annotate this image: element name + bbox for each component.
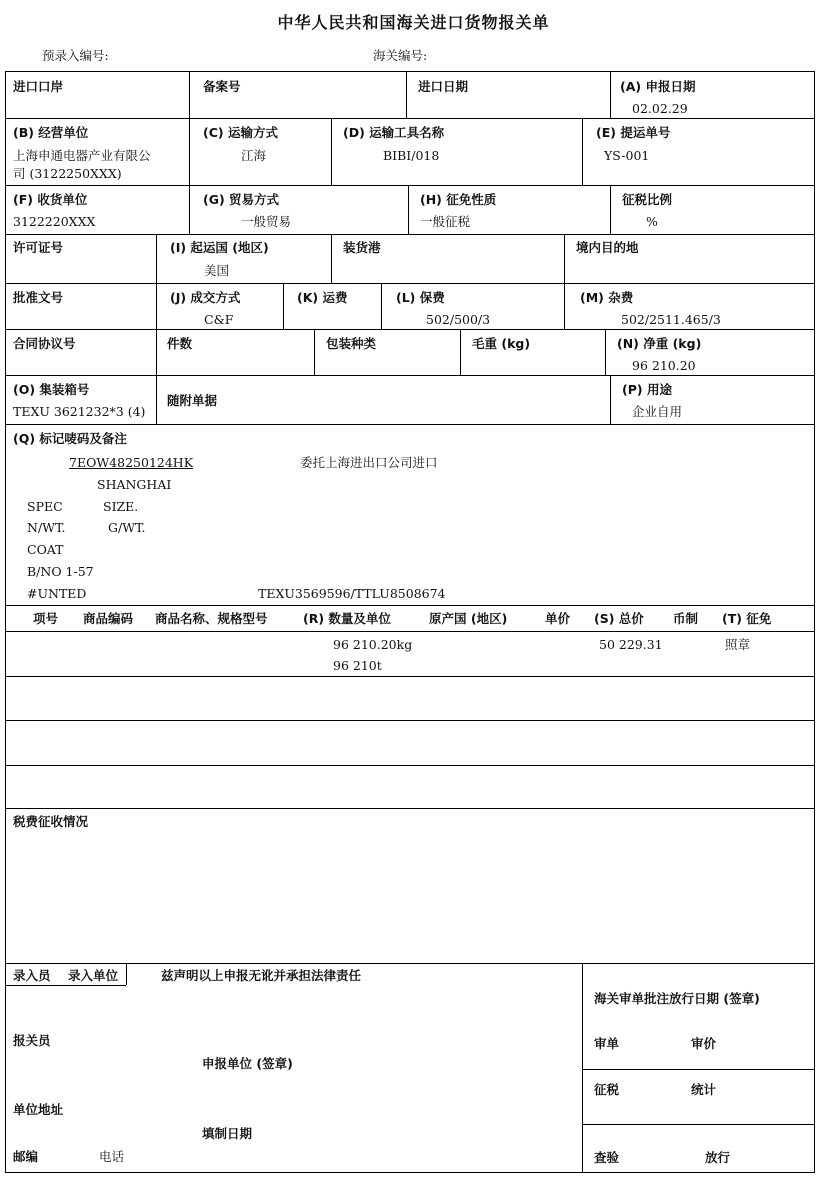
misc-value: 502/2511.465/3: [621, 312, 721, 327]
goods-col-item-no: 项号: [33, 611, 59, 626]
tax-ratio-label: 征税比例: [622, 192, 673, 207]
vessel-label: (D) 运输工具名称: [343, 125, 445, 140]
freight-label: (K) 运费: [297, 290, 348, 305]
form-title: 中华人民共和国海关进口货物报关单: [277, 13, 550, 32]
container-value: TEXU 3621232*3 (4): [13, 404, 146, 419]
record-no-label: 备案号: [203, 79, 241, 94]
tax-collection-label: 税费征收情况: [13, 814, 89, 829]
deal-mode-value: C&F: [204, 312, 234, 327]
marks-net-weight: N/WT.: [27, 520, 66, 535]
inspection-label: 查验: [594, 1150, 620, 1165]
phone-label: 电话: [99, 1149, 125, 1164]
marks-size: SIZE.: [103, 499, 139, 514]
marks-unted: #UNTED: [27, 586, 87, 601]
goods-col-exemption: (T) 征免: [722, 611, 772, 626]
marks-code: 7EOW48250124HK: [69, 455, 194, 470]
vessel-value: BIBI/018: [383, 148, 440, 163]
gross-weight-label: 毛重 (kg): [472, 336, 531, 351]
address-label: 单位地址: [13, 1102, 64, 1117]
tax-nature-value: 一般征税: [420, 214, 471, 229]
marks-spec: SPEC: [27, 499, 63, 514]
bill-no-label: (E) 提运单号: [596, 125, 671, 140]
marks-label: (Q) 标记唛码及备注: [13, 431, 127, 446]
statistics-label: 统计: [691, 1082, 717, 1097]
insurance-label: (L) 保费: [396, 290, 445, 305]
tax-nature-label: (H) 征免性质: [420, 192, 497, 207]
operator-label: (B) 经营单位: [13, 125, 89, 140]
loading-port-label: 装货港: [343, 240, 381, 255]
trade-mode-value: 一般贸易: [241, 214, 292, 229]
origin-country-label: (I) 起运国 (地区): [170, 240, 269, 255]
release-label: 放行: [705, 1150, 731, 1165]
origin-country-value: 美国: [204, 263, 230, 278]
bill-no-value: YS-001: [604, 148, 650, 163]
contract-label: 合同协议号: [13, 336, 76, 351]
goods-quantity-t: 96 210t: [333, 658, 382, 673]
net-weight-label: (N) 净重 (kg): [617, 336, 702, 351]
marks-entrust: 委托上海进出口公司进口: [300, 455, 438, 470]
operator-value-line1: 上海申通电器产业有限公: [13, 148, 151, 163]
usage-value: 企业自用: [632, 404, 683, 419]
goods-col-unit-price: 单价: [545, 611, 571, 626]
usage-label: (P) 用途: [622, 382, 672, 397]
destination-label: 境内目的地: [576, 240, 639, 255]
review-doc-label: 审单: [594, 1036, 620, 1051]
operator-value-line2: 司 (3122250XXX): [13, 166, 122, 181]
container-label: (O) 集装箱号: [13, 382, 90, 397]
goods-col-total-price: (S) 总价: [594, 611, 644, 626]
trade-mode-label: (G) 贸易方式: [203, 192, 280, 207]
misc-label: (M) 杂费: [580, 290, 634, 305]
marks-containers: TEXU3569596/TTLU8508674: [258, 586, 446, 601]
postcode-label: 邮编: [13, 1149, 39, 1164]
documents-label: 随附单据: [167, 393, 218, 408]
deal-mode-label: (J) 成交方式: [170, 290, 241, 305]
marks-bno: B/NO 1-57: [27, 564, 94, 579]
goods-col-origin: 原产国 (地区): [429, 611, 508, 626]
goods-col-quantity: (R) 数量及单位: [303, 611, 391, 626]
customs-no-label: 海关编号:: [373, 48, 428, 63]
declare-date-label: (A) 申报日期: [620, 79, 696, 94]
entry-clerk-label: 录入员: [13, 968, 51, 983]
fill-date-label: 填制日期: [202, 1126, 253, 1141]
goods-exemption: 照章: [725, 637, 751, 652]
goods-quantity-kg: 96 210.20kg: [333, 637, 413, 652]
consignee-label: (F) 收货单位: [13, 192, 88, 207]
declaration-text: 兹声明以上申报无讹并承担法律责任: [161, 968, 362, 983]
approval-label: 批准文号: [13, 290, 64, 305]
levy-label: 征税: [594, 1082, 620, 1097]
pieces-label: 件数: [167, 336, 193, 351]
broker-label: 报关员: [13, 1033, 51, 1048]
entry-unit-label: 录入单位: [68, 968, 119, 983]
marks-city: SHANGHAI: [97, 477, 172, 492]
marks-gross-weight: G/WT.: [108, 520, 146, 535]
customs-approval-label: 海关审单批注放行日期 (签章): [594, 991, 760, 1006]
tax-ratio-value: %: [646, 214, 658, 229]
transport-mode-label: (C) 运输方式: [203, 125, 278, 140]
transport-mode-value: 江海: [241, 148, 267, 163]
goods-col-hs-code: 商品编码: [83, 611, 134, 626]
declare-date-value: 02.02.29: [632, 101, 688, 116]
goods-col-currency: 币制: [673, 611, 699, 626]
declaring-unit-label: 申报单位 (签章): [202, 1056, 293, 1071]
package-label: 包装种类: [326, 336, 377, 351]
import-date-label: 进口日期: [418, 79, 469, 94]
marks-coat: COAT: [27, 542, 64, 557]
insurance-value: 502/500/3: [426, 312, 491, 327]
net-weight-value: 96 210.20: [632, 358, 696, 373]
goods-col-name-spec: 商品名称、规格型号: [155, 611, 268, 626]
review-price-label: 审价: [691, 1036, 717, 1051]
pre-entry-no-label: 预录入编号:: [42, 48, 109, 63]
import-port-label: 进口口岸: [13, 79, 64, 94]
license-label: 许可证号: [13, 240, 64, 255]
consignee-value: 3122220XXX: [13, 214, 96, 229]
goods-total-price: 50 229.31: [599, 637, 663, 652]
